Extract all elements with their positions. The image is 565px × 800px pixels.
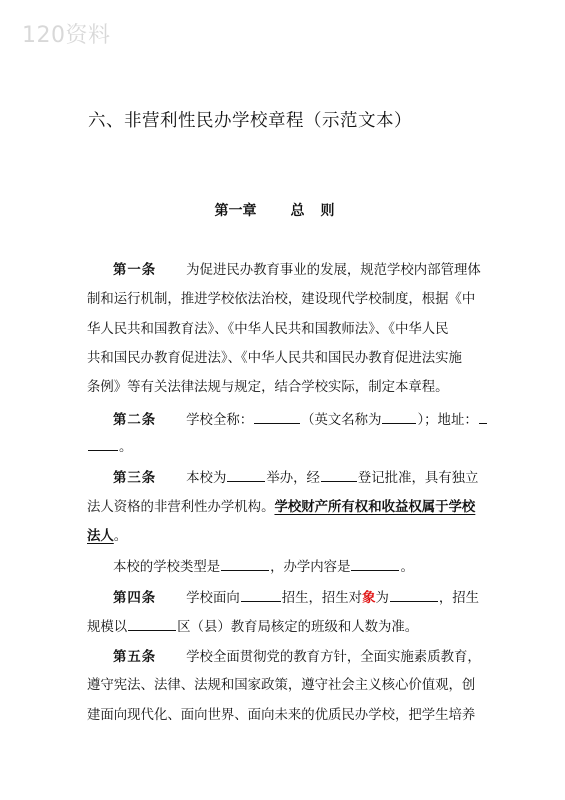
blank-address — [88, 436, 118, 451]
article-4-text-b: 招生，招生对 — [281, 591, 363, 606]
article-3-end: 。 — [113, 529, 128, 544]
article-4-line-2 — [87, 616, 418, 638]
blank-school-content — [351, 556, 399, 571]
article-4-text-a: 学校面向 — [186, 591, 240, 606]
article-3-line-1 — [113, 467, 478, 489]
article-2-label: 第二条 — [113, 412, 157, 428]
article-5-line-2: 遵守宪法、法律、法规和国家政策，遵守社会主义核心价值观，创 — [87, 678, 476, 693]
article-3-text-emphasis: 学校财产所有权和收益权属于学校 — [274, 499, 476, 515]
article-3-text-emphasis-end: 法人 — [87, 528, 114, 544]
watermark: 120资料 — [22, 23, 111, 48]
blank-enrollment-area — [241, 587, 281, 602]
article-1-line-2: 制和运行机制，推进学校依法治校，建设现代学校制度，根据《中 — [87, 292, 476, 307]
blank-address-start — [479, 409, 487, 424]
article-5-line-3: 建面向现代化、面向世界、面向未来的优质民办学校，把学生培养 — [87, 708, 476, 723]
document-title: 六、非营利性民办学校章程（示范文本） — [88, 111, 412, 131]
article-5-label: 第五条 — [113, 649, 157, 665]
article-2-end: 。 — [119, 440, 133, 455]
school-type-text-a: 本校的学校类型是 — [113, 560, 221, 575]
article-2-text-a: 学校全称： — [186, 413, 254, 428]
blank-school-name — [254, 409, 300, 424]
blank-district — [128, 616, 176, 631]
article-3-text-b: 举办，经 — [266, 471, 320, 486]
article-5-text-1: 学校全面贯彻党的教育方针，全面实施素质教育， — [186, 650, 481, 665]
article-1-line-3: 华人民共和国教育法》、《中华人民共和国教师法》、《中华人民 — [87, 322, 449, 337]
chapter-name: 总则 — [290, 203, 351, 219]
article-1-text-1: 为促进民办教育事业的发展，规范学校内部管理体 — [186, 263, 481, 278]
school-type-text-b: ，办学内容是 — [270, 560, 351, 575]
blank-school-type — [221, 556, 269, 571]
blank-sponsor — [227, 467, 265, 482]
article-3-text-normal: 法人资格的非营利性办学机构。 — [87, 500, 275, 515]
article-1-label: 第一条 — [113, 262, 157, 278]
article-3-text-a: 本校为 — [186, 471, 227, 486]
article-4-highlight: 象 — [362, 590, 376, 606]
article-4-line-1 — [113, 587, 479, 609]
article-5-line-1 — [113, 647, 481, 668]
article-3-line-2 — [87, 497, 475, 518]
article-4-text-c: 为 — [375, 591, 389, 606]
article-4-text-l2a: 规模以 — [87, 620, 128, 635]
article-1-line-1 — [113, 260, 481, 281]
article-4-label: 第四条 — [113, 590, 157, 606]
article-4-text-l2b: 区（县）教育局核定的班级和人数为准。 — [177, 620, 419, 635]
blank-approval-authority — [321, 467, 357, 482]
blank-enrollment-target — [390, 587, 438, 602]
article-2-text-c: ）；地址： — [417, 413, 478, 428]
article-2-line-2 — [87, 436, 132, 458]
school-type-end: 。 — [400, 560, 414, 575]
article-1-line-5: 条例》等有关法律法规与规定，结合学校实际，制定本章程。 — [87, 380, 449, 395]
article-3-label: 第三条 — [113, 470, 157, 486]
chapter-number: 第一章 — [214, 203, 257, 219]
chapter-heading — [0, 200, 565, 220]
article-2-text-b: （英文名称为 — [301, 413, 382, 428]
article-2-line-1 — [113, 409, 488, 431]
article-4-text-d: ，招生 — [438, 591, 480, 606]
school-type-line — [113, 556, 414, 578]
article-3-text-c: 登记批准，具有独立 — [357, 471, 479, 486]
article-1-line-4: 共和国民办教育促进法》、《中华人民共和国民办教育促进法实施 — [87, 351, 462, 366]
article-3-line-3 — [87, 526, 127, 547]
blank-english-name — [382, 409, 416, 424]
